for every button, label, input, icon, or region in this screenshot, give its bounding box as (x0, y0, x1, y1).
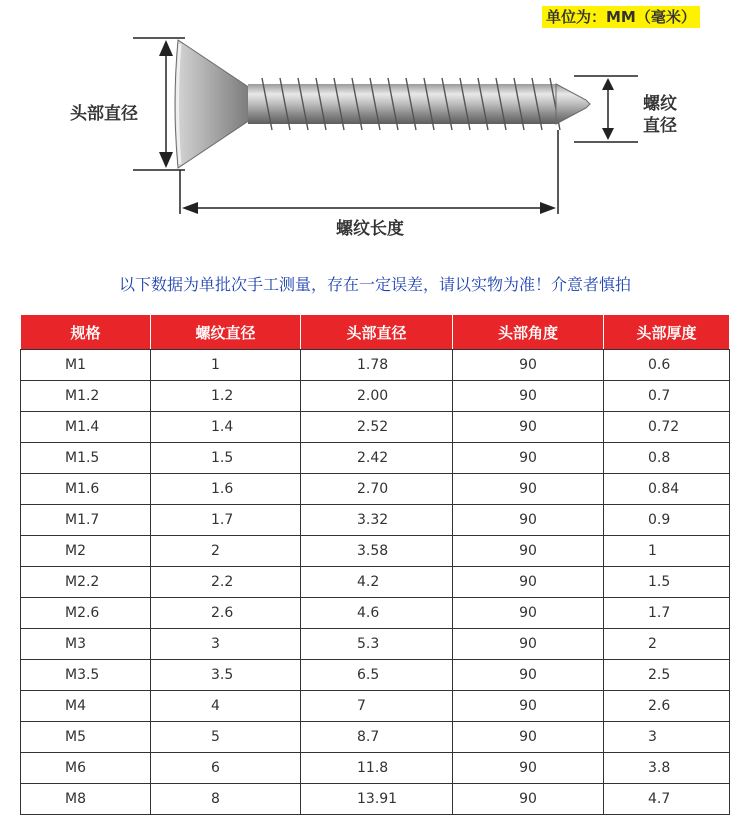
table-cell (604, 660, 730, 691)
table-cell (21, 350, 151, 381)
cell-value: M3.5 (65, 667, 100, 683)
table-cell (453, 660, 604, 691)
header-cell: 头部厚度 (604, 315, 730, 350)
table-cell (151, 474, 301, 505)
cell-value: 13.91 (357, 791, 398, 807)
table-cell (21, 536, 151, 567)
cell-value: 1 (211, 357, 220, 373)
thread-length-dimension (180, 130, 558, 214)
table-cell (604, 505, 730, 536)
cell-value: 4.6 (357, 605, 380, 621)
header-cell: 规格 (21, 315, 151, 350)
cell-value: 0.8 (648, 450, 671, 466)
table-cell (453, 753, 604, 784)
table-row (21, 722, 730, 753)
table-cell (151, 629, 301, 660)
spec-table (20, 314, 730, 815)
thread-diameter-label: 螺纹 直径 (643, 94, 677, 136)
table-cell (301, 722, 453, 753)
table-row (21, 381, 730, 412)
cell-value: 0.72 (648, 419, 680, 435)
table-row (21, 691, 730, 722)
cell-value: 1.6 (211, 481, 234, 497)
table-cell (453, 474, 604, 505)
table-cell (604, 567, 730, 598)
table-cell (453, 691, 604, 722)
cell-value: 3.5 (211, 667, 234, 683)
table-cell (151, 350, 301, 381)
table-cell (604, 691, 730, 722)
cell-value: 1.5 (648, 574, 671, 590)
cell-value: 2 (648, 636, 657, 652)
cell-value: 0.7 (648, 388, 671, 404)
table-cell (151, 784, 301, 815)
table-cell (301, 474, 453, 505)
header-cell: 头部直径 (301, 315, 453, 350)
table-cell (301, 505, 453, 536)
table-cell (604, 350, 730, 381)
cell-value: 3.58 (357, 543, 389, 559)
cell-value: 2.52 (357, 419, 389, 435)
cell-value: 90 (519, 512, 537, 528)
table-cell (453, 784, 604, 815)
table-row (21, 412, 730, 443)
table-cell (453, 443, 604, 474)
table-cell (604, 443, 730, 474)
table-cell (604, 722, 730, 753)
table-cell (604, 536, 730, 567)
cell-value: 7 (357, 698, 366, 714)
table-cell (453, 412, 604, 443)
cell-value: 11.8 (357, 760, 389, 776)
cell-value: 2.6 (648, 698, 671, 714)
table-cell (604, 629, 730, 660)
table-cell (604, 784, 730, 815)
cell-value: 5.3 (357, 636, 380, 652)
table-cell (604, 753, 730, 784)
cell-value: 90 (519, 481, 537, 497)
cell-value: 5 (211, 729, 220, 745)
cell-value: 1 (648, 543, 657, 559)
cell-value: 3 (648, 729, 657, 745)
cell-value: 90 (519, 605, 537, 621)
head-diameter-label: 头部直径 (70, 104, 138, 124)
cell-value: 4.7 (648, 791, 671, 807)
cell-value: 4 (211, 698, 220, 714)
table-cell (301, 784, 453, 815)
cell-value: 90 (519, 698, 537, 714)
cell-value: M1.5 (65, 450, 100, 466)
table-cell (21, 629, 151, 660)
cell-value: 1.2 (211, 388, 234, 404)
table-cell (21, 505, 151, 536)
cell-value: 0.9 (648, 512, 671, 528)
cell-value: 2.5 (648, 667, 671, 683)
table-cell (301, 660, 453, 691)
cell-value: M1.2 (65, 388, 100, 404)
cell-value: 90 (519, 760, 537, 776)
cell-value: 90 (519, 543, 537, 559)
table-row (21, 505, 730, 536)
table-cell (151, 381, 301, 412)
table-cell (21, 722, 151, 753)
cell-value: 90 (519, 388, 537, 404)
cell-value: 90 (519, 729, 537, 745)
table-cell (301, 567, 453, 598)
cell-value: 90 (519, 450, 537, 466)
table-row (21, 474, 730, 505)
table-cell (151, 505, 301, 536)
table-cell (151, 536, 301, 567)
table-row (21, 567, 730, 598)
cell-value: M3 (65, 636, 86, 652)
table-cell (21, 753, 151, 784)
table-cell (301, 691, 453, 722)
header-cell: 螺纹直径 (151, 315, 301, 350)
cell-value: M1.4 (65, 419, 100, 435)
header-cell: 头部角度 (453, 315, 604, 350)
cell-value: M6 (65, 760, 86, 776)
cell-value: 90 (519, 419, 537, 435)
table-cell (151, 753, 301, 784)
table-row (21, 753, 730, 784)
table-cell (301, 412, 453, 443)
cell-value: 1.5 (211, 450, 234, 466)
table-cell (604, 412, 730, 443)
table-row (21, 629, 730, 660)
cell-value: 0.84 (648, 481, 680, 497)
cell-value: 6 (211, 760, 220, 776)
cell-value: 2.2 (211, 574, 234, 590)
table-cell (301, 598, 453, 629)
table-cell (453, 722, 604, 753)
cell-value: 90 (519, 636, 537, 652)
table-cell (453, 350, 604, 381)
table-cell (21, 567, 151, 598)
cell-value: 90 (519, 667, 537, 683)
screw-image (175, 40, 590, 168)
cell-value: 2 (211, 543, 220, 559)
table-cell (301, 536, 453, 567)
table-cell (151, 412, 301, 443)
table-cell (301, 753, 453, 784)
cell-value: M8 (65, 791, 86, 807)
table-cell (151, 691, 301, 722)
cell-value: M1 (65, 357, 86, 373)
table-row (21, 660, 730, 691)
cell-value: 2.00 (357, 388, 389, 404)
table-row (21, 598, 730, 629)
table-cell (453, 381, 604, 412)
cell-value: 90 (519, 357, 537, 373)
table-cell (21, 691, 151, 722)
table-cell (21, 381, 151, 412)
table-cell (21, 443, 151, 474)
cell-value: 0.6 (648, 357, 671, 373)
table-cell (453, 567, 604, 598)
cell-value: 2.70 (357, 481, 389, 497)
table-cell (604, 381, 730, 412)
table-cell (453, 598, 604, 629)
table-cell (21, 784, 151, 815)
table-cell (301, 443, 453, 474)
table-cell (21, 660, 151, 691)
table-cell (21, 412, 151, 443)
unit-note: 单位为：MM（毫米） (542, 6, 700, 28)
table-cell (453, 505, 604, 536)
table-cell (604, 598, 730, 629)
cell-value: 3.8 (648, 760, 671, 776)
table-cell (301, 629, 453, 660)
table-cell (151, 722, 301, 753)
cell-value: M4 (65, 698, 86, 714)
cell-value: M1.6 (65, 481, 100, 497)
table-cell (151, 660, 301, 691)
table-cell (21, 598, 151, 629)
cell-value: M1.7 (65, 512, 100, 528)
cell-value: 2.42 (357, 450, 389, 466)
cell-value: 1.7 (648, 605, 671, 621)
cell-value: 3.32 (357, 512, 389, 528)
cell-value: M2 (65, 543, 86, 559)
cell-value: 1.78 (357, 357, 389, 373)
table-cell (453, 629, 604, 660)
cell-value: M5 (65, 729, 86, 745)
table-cell (301, 350, 453, 381)
table-row (21, 784, 730, 815)
cell-value: 90 (519, 574, 537, 590)
thread-length-label: 螺纹长度 (336, 219, 404, 239)
cell-value: 8.7 (357, 729, 380, 745)
table-row (21, 350, 730, 381)
table-cell (151, 567, 301, 598)
table-cell (151, 443, 301, 474)
cell-value: 8 (211, 791, 220, 807)
table-cell (453, 536, 604, 567)
cell-value: 90 (519, 791, 537, 807)
table-header-row (21, 315, 730, 350)
cell-value: 3 (211, 636, 220, 652)
table-cell (604, 474, 730, 505)
cell-value: M2.2 (65, 574, 100, 590)
table-cell (151, 598, 301, 629)
cell-value: 4.2 (357, 574, 380, 590)
table-cell (21, 474, 151, 505)
cell-value: 2.6 (211, 605, 234, 621)
cell-value: 1.4 (211, 419, 234, 435)
table-cell (301, 381, 453, 412)
table-row (21, 536, 730, 567)
measurement-notice: 以下数据为单批次手工测量，存在一定误差，请以实物为准！介意者慎拍 (118, 275, 631, 294)
cell-value: M2.6 (65, 605, 100, 621)
table-row (21, 443, 730, 474)
cell-value: 1.7 (211, 512, 234, 528)
cell-value: 6.5 (357, 667, 380, 683)
